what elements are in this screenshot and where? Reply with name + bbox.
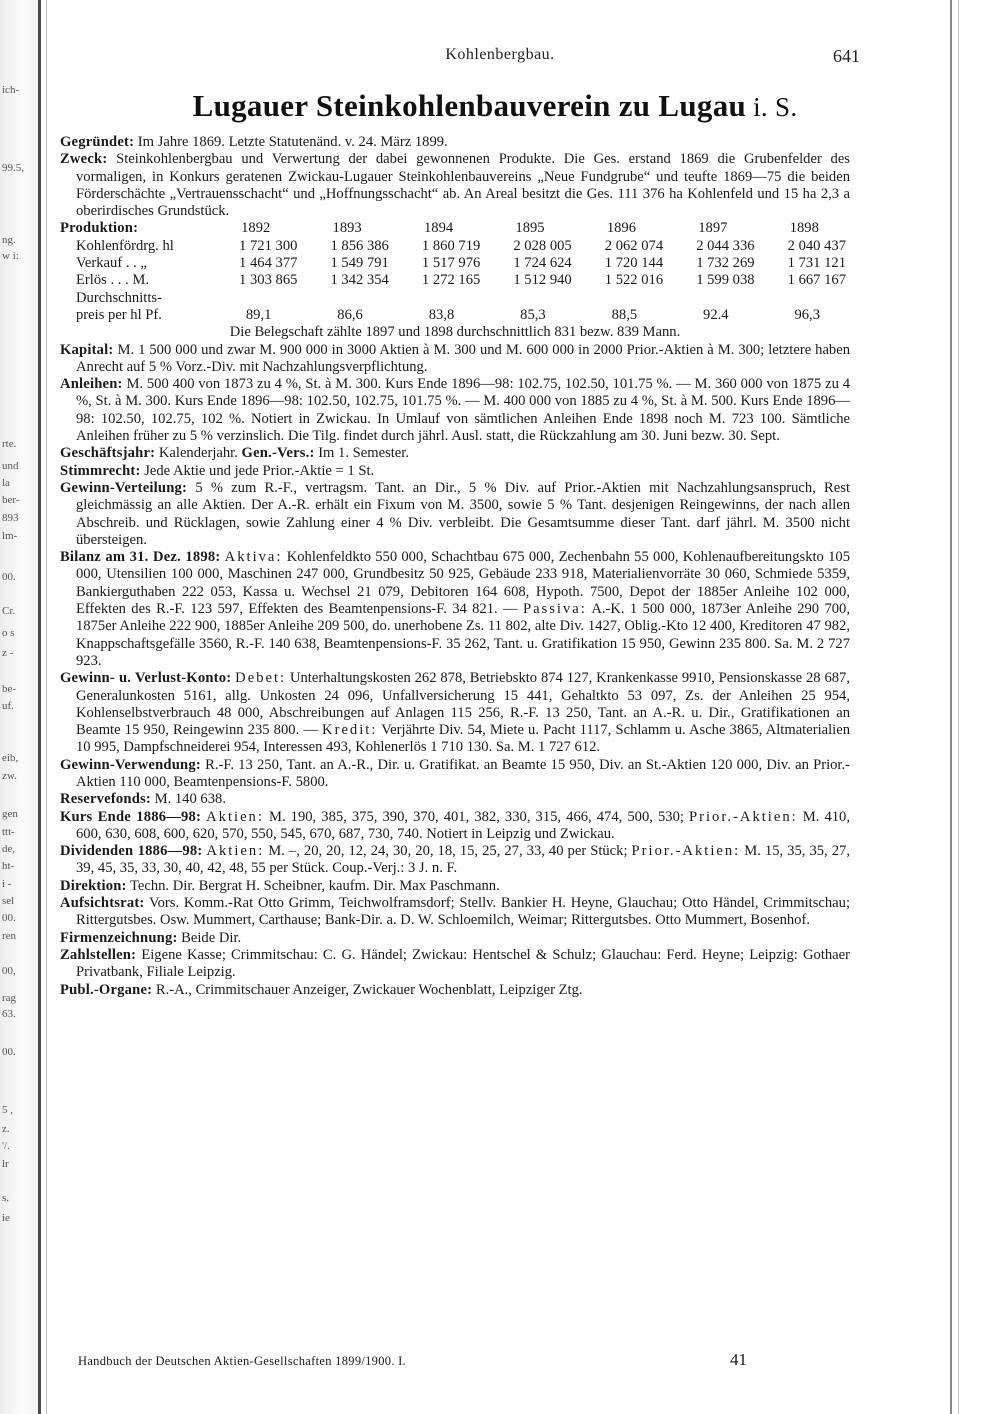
entry-label: Publ.-Organe: [60,981,153,998]
aktiva-label: Aktiva: [224,549,283,566]
table-cell: 1 342 354 [330,272,389,289]
table-cell: 1 512 940 [513,272,572,289]
debet-label: Debet: [235,670,287,687]
entry-text: M. 190, 385, 375, 390, 370, 401, 382, 330, 315, 466, 474, 500, 530; [263,808,684,825]
gutter-fragment: z. [2,1123,10,1135]
entry-kapital [60,342,850,377]
footer-signature: 41 [730,1350,747,1369]
entry-anleihen [60,376,850,445]
table-cell: 92.4 [703,306,729,323]
row-label: Erlös . . . M. [76,272,149,289]
table-cell: 1 724 624 [513,255,572,272]
table-cell: 1 856 386 [330,237,389,254]
gutter-fragment: gen [2,808,18,820]
year-header: 1896 [606,220,637,237]
entry-text: M. 410, 600, 630, 608, 600, 620, 570, 550, 545, 670, 687, 730, 740. Notiert in Leipzig und Zwickau. [76,808,850,842]
gutter-fragment: 5 , [2,1104,13,1116]
entry-text: 5 % zum R.-F., vertragsm. Tant. an Dir., 5 % Div. auf Prior.-Aktien mit Nachzahlungsanspruch, Rest gleichmässig an alle Aktien. Der A.-R. erhält ein Fixum von M. 3500, sowie 5 % Tant. desjenigen Reingewinns, der nach allen Abschreib. und Rücklagen, sowie Zahlung einer 4 % Div. verbleibt. Die Gesamtsumme dieser Tant. darf jährl. M. 3500 nicht übersteigen. [76,479,850,548]
entry-reservefonds [60,791,850,808]
prior-label: Prior.-Aktien: [631,843,741,860]
table-row [60,290,850,307]
table-cell: 83,8 [428,306,455,323]
entry-label: Aufsichtsrat: [60,895,145,912]
gutter-fragment: lm- [2,530,18,542]
gutter-fragment: ie [2,1212,10,1224]
table-cell: 89,1 [245,306,272,323]
table-cell: 1 517 976 [421,255,481,272]
production-label: Produktion: [60,220,139,237]
table-cell: 2 044 336 [696,237,755,254]
gutter-fragment: rag [2,992,17,1004]
table-row [60,307,850,324]
year-header: 1893 [332,220,362,237]
entry-label: Firmenzeichnung: [60,929,178,946]
gutter-fragment: '/. [2,1140,10,1152]
gutter-fragment: 00, [2,965,16,977]
prior-label: Prior.-Aktien: [689,808,798,825]
belegschaft-note: Die Belegschaft zählte 1897 und 1898 durchschnittlich 831 bezw. 839 Mann. [229,324,681,341]
table-cell: 1 860 719 [421,237,481,254]
entry-label: Kurs Ende 1886—98: [60,808,202,825]
entry-gewinn-verwendung [60,757,850,792]
entry-label: Kapital: [60,341,114,358]
table-cell: 1 732 269 [696,255,755,272]
table-cell: 88,5 [611,306,638,323]
entry-text: M. 140 638. [150,791,226,808]
table-row [60,238,850,255]
footer-publication: Handbuch der Deutschen Aktien-Gesellschaften 1899/1900. I. [78,1354,407,1368]
aktien-label: Aktien: [206,808,264,825]
gutter-fragment: i - [2,878,12,890]
year-header: 1897 [698,220,728,237]
entry-gegruendet [60,134,850,151]
gutter-fragment: 63. [2,1008,16,1020]
gutter-fragment: de, [2,843,16,855]
gutter-fragment: ber- [2,494,20,506]
entry-text: Eigene Kasse; Crimmitschau: C. G. Händel; Zwickau: Hentschel & Schulz; Glauchau: Ferd. Heyne; Leipzig: Gothaer Privatbank, Filiale Leipzig. [76,946,850,981]
entry-label: Stimmrecht: [60,462,141,479]
entry-label: Bilanz am 31. Dez. 1898: [60,549,221,566]
gutter-fragment: sel [2,895,15,907]
table-cell: 1 464 377 [239,255,298,272]
gutter-fragment: ng. [2,234,16,246]
row-label: preis per hl Pf. [76,306,162,323]
entry-stimmrecht [60,463,850,480]
entry-aufsichtsrat [60,895,850,930]
company-location: i. S. [746,92,798,122]
table-cell: 85,3 [520,306,546,323]
gutter-fragment: lr [2,1158,9,1170]
gutter-fragment: ich- [2,84,20,96]
year-header: 1894 [423,220,454,237]
entry-label: Gegründet: [60,134,135,150]
gutter-fragment: 00. [2,571,16,583]
entry-label: Anleihen: [60,376,123,393]
row-label: Durchschnitts- [76,289,162,306]
entry-text: Steinkohlenbergbau und Verwertung der dabei gewonnenen Produkte. Die Ges. erstand 1869 die Grubenfelder des vormaligen, in Konkurs geratenen Zwickau-Lugauer Steinkohlenbauvereins „Neue Fundgrube“ und teufte 1869—75 die beiden Förderschächte „Vertrauensschacht“ und „Hoffnungsschacht“ ab. An Areal besitzt die Ges. 111 376 ha Kohlenfeld und 15 ha 2,3 a oberirdisches Grundstück. [76,151,850,220]
table-cell: 2 028 005 [513,237,572,254]
entry-text: Kalenderjahr. [155,445,238,462]
entry-label: Reservefonds: [60,791,151,808]
gutter-fragment: la [2,477,10,489]
right-page-edge-shadow [958,0,959,1414]
entry-text: M. 1 500 000 und zwar M. 900 000 in 3000 Aktien à M. 300 und M. 600 000 in 2000 Prior.-Aktien à M. 300; letztere haben Anrecht auf 5 % Vorz.-Div. mit Nachzahlungsverpflichtung. [76,341,850,375]
gutter-fragment: zw. [2,770,17,782]
table-cell: 2 062 074 [604,237,664,254]
right-page-edge [950,0,952,1414]
page-number: 641 [833,46,860,66]
table-cell: 96,3 [794,306,820,323]
entry-text: M. –, 20, 20, 12, 24, 30, 20, 18, 15, 25, 27, 33, 40 per Stück; [264,843,628,860]
binding-shadow [46,0,47,1414]
table-cell: 1 303 865 [239,272,298,289]
entry-firmenzeichnung [60,930,850,947]
entry-label: Zahlstellen: [60,946,137,963]
entry-text: R.-A., Crimmitschauer Anzeiger, Zwickauer Wochenblatt, Leipziger Ztg. [152,981,583,998]
gutter-fragment: 00. [2,912,16,924]
entry-text: Techn. Dir. Bergrat H. Scheibner, kaufm. Dir. Max Paschmann. [126,877,500,894]
entry-label: Zweck: [60,151,108,168]
entry-text: Im 1. Semester. [314,445,409,462]
production-header-row [60,220,850,237]
entry-kurs [60,809,850,844]
gutter-fragment: und [2,460,19,472]
table-cell: 1 667 167 [787,272,846,289]
row-label: Verkauf . . „ [76,255,147,272]
table-cell: 1 721 300 [239,237,298,254]
entry-direktion [60,878,850,895]
entry-text: Im Jahre 1869. Letzte Statutenänd. v. 24. März 1899. [134,134,448,150]
table-row [60,272,850,289]
entry-dividenden [60,843,850,878]
entry-zahlstellen [60,947,850,982]
entry-label: Gen.-Vers.: [241,445,315,462]
year-header: 1892 [241,220,271,237]
entry-label: Gewinn-Verteilung: [60,479,188,496]
gutter-fragment: be- [2,683,17,695]
aktien-label: Aktien: [206,843,265,860]
production-table [60,220,850,324]
year-header: 1898 [789,220,819,237]
entry-label: Gewinn- u. Verlust-Konto: [60,670,232,687]
entry-gewinn-verlust [60,670,850,756]
entry-text: Verjährte Div. 54, Miete u. Pacht 1117, Schlamm u. Asche 3865, Altmaterialien 10 995, Dampfschneiderei 954, Interessen 493, Kohlenerlös 1 710 130. Sa. M. 1 727 612. [76,722,850,756]
entry-text: A.-K. 1 500 000, 1873er Anleihe 290 700, 1875er Anleihe 222 900, 1885er Anleihe 209 500, do. unerhobene Zs. 11 802, alte Div. 1427, Oblig.-Kto 12 400, Kreditoren 47 982, Knappschaftsgefälle 3560, R.-F. 140 638, Beamtenpensions-F. 35 262, Tant. u. Gratifikation 15 950, Gewinn 235 800. Sa. M. 2 727 923. [76,601,850,669]
entry-text: M. 15, 35, 35, 27, 39, 45, 35, 33, 30, 40, 42, 48, 55 per Stück. Coup.-Verj.: 3 J. n. F. [76,843,850,877]
entry-gewinn-verteilung [60,480,850,549]
year-header: 1895 [515,220,545,237]
gutter-fragment: ren [2,930,17,942]
table-cell: 2 040 437 [787,237,846,254]
entry-publ-organe [60,982,850,999]
running-head: Kohlenbergbau. [445,46,555,63]
entry-label: Dividenden 1886—98: [60,843,203,860]
gutter-fragment: ttt- [2,826,15,838]
entry-text: Beide Dir. [177,929,242,946]
table-cell: 1 731 121 [787,255,846,272]
gutter-fragment: rte. [2,438,17,450]
table-cell: 1 272 165 [421,272,481,289]
gutter-fragment: 893 [2,512,19,524]
gutter-fragment: uf. [2,700,14,712]
entry-text: R.-F. 13 250, Tant. an A.-R., Dir. u. Gratifikat. an Beamte 15 950, Div. an St.-Aktien 120 000, Div. an Prior.-Aktien 110 000, Beamtenpensions-F. 5800. [76,756,850,790]
entry-text: Jede Aktie und jede Prior.-Aktie = 1 St. [140,462,375,479]
entry-text: M. 500 400 von 1873 zu 4 %, St. à M. 300. Kurs Ende 1896—98: 102.75, 102.50, 101.75 %. — M. 360 000 von 1875 zu 4 %, St. à M. 300. Kurs Ende 1896—98: 102.50, 102.75, 101.75 %. — M. 400 000 von 1885 zu 4 %, St. à M. 500. Kurs Ende 1896—98: 102.50, 102.75, 102 %. Notiert in Zwickau. In Umlauf von sämtlichen Anleihen Ende 1898 noch M. 723 100. Sämtliche Anleihen früher zu 5 % verzinslich. Die Tilg. findet durch jährl. Ausl. statt, die Rückzahlung am 30. Juni bezw. 30. Sept. [76,376,850,445]
gutter-fragment: s. [2,1192,10,1204]
gutter-fragment: eib, [2,752,19,764]
entry-zweck [60,151,850,220]
gutter-fragment: 99.5, [2,162,24,174]
gutter-fragment: o s [2,627,15,639]
table-cell: 1 599 038 [696,272,755,289]
gutter-fragment: 00. [2,1046,16,1058]
gutter-fragment: w i: [2,250,19,262]
entry-bilanz [60,549,850,670]
binding-edge [38,0,41,1414]
entry-label: Geschäftsjahr: [60,445,156,462]
table-cell: 1 720 144 [604,255,664,272]
gutter-fragment: ht- [2,860,15,872]
passiva-label: Passiva: [522,601,587,618]
entry-label: Direktion: [60,877,127,894]
table-cell: 1 522 016 [604,272,664,289]
page-title [60,88,930,124]
table-row [60,255,850,272]
entry-text: Kohlenfeldkto 550 000, Schachtbau 675 000, Zechenbahn 55 000, Kohlenaufbereitungskto 105 000, Utensilien 100 000, Maschinen 247 000, Grundbesitz 50 925, Gebäude 233 918, Materialienvorräte 30 060, Schmiede 5359, Bankierguthaben 222 053, Kassa u. Wechsel 21 079, Debitoren 164 608, Hypoth. 7500, Depot der 1885er Anleihe 102 000, Effekten des R.-F. 123 597, Effekten des Beamtenpensions-F. 34 821. — [76,549,850,618]
article-body [60,134,850,999]
row-label: Kohlenfördrg. hl [76,237,174,254]
company-name: Lugauer Steinkohlenbauverein zu Lugau [192,88,747,123]
kredit-label: Kredit: [322,722,378,739]
entry-label: Gewinn-Verwendung: [60,756,201,773]
entry-geschaeftsjahr [60,445,850,462]
gutter-fragment: Cr. [2,605,16,617]
entry-text: Unterhaltungskosten 262 878, Betriebskto 874 127, Krankenkasse 9910, Pensionskasse 28 687, Generalunkosten 5161, allg. Unkosten 24 096, Unfallversicherung 15 441, Gehaltkto 53 097, Zs. der Anleihen 25 954, Kohlenselbstverbrauch 48 000, Abschreibungen auf Anlagen 115 256, R.-F. 13 250, Tant. an A.-R. u. Dir., Gratifikationen an Beamte 15 950, Reingewinn 235 800. — [76,670,850,739]
entry-text: Vors. Komm.-Rat Otto Grimm, Teichwolframsdorf; Stellv. Bankier H. Heyne, Glauchau; Otto Händel, Crimmitschau; Rittergutsbes. Osw. Mummert, Carthause; Bank-Dir. a. D. W. Schloemilch, Weimar; Rittergutsbes. Otto Mummert, Bosenhof. [76,895,850,929]
table-cell: 86,6 [337,306,363,323]
gutter-fragment: z - [2,647,14,659]
table-cell: 1 549 791 [330,255,389,272]
